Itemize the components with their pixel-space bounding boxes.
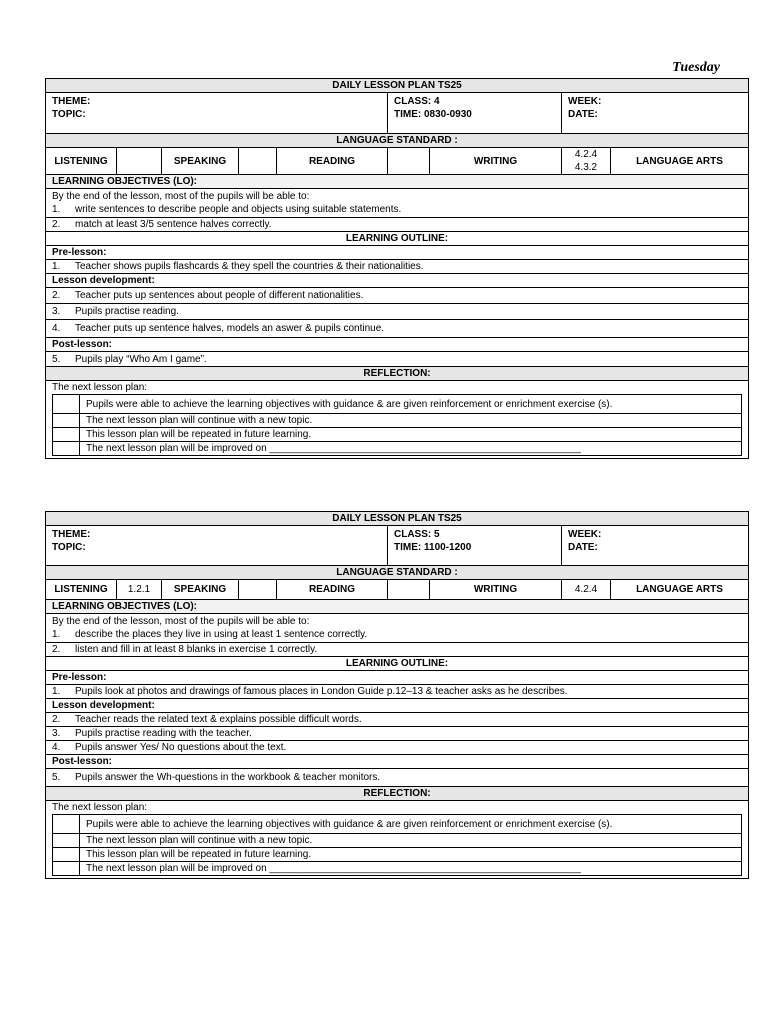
development-label: Lesson development: — [46, 699, 749, 713]
lesson-plan-1 — [45, 78, 748, 459]
class-label: CLASS: 4 — [394, 96, 440, 107]
objectives-cell — [46, 614, 749, 643]
post-lesson-label: Post-lesson: — [46, 338, 749, 352]
speaking-value — [239, 148, 277, 175]
outline-label: LEARNING OUTLINE: — [46, 232, 749, 246]
class-time-cell — [388, 93, 562, 134]
reflection-checkbox[interactable] — [53, 428, 80, 442]
language-arts-label: LANGUAGE ARTS — [611, 580, 749, 600]
theme-label: THEME: — [52, 529, 91, 540]
listening-label: LISTENING — [46, 580, 117, 600]
reflection-checkbox[interactable] — [53, 414, 80, 428]
reflection-checkbox[interactable] — [53, 815, 80, 834]
reflection-option: Pupils were able to achieve the learning objectives with guidance & are given reinforcement or enrichment exercise (s). — [80, 395, 742, 414]
reflection-checkbox[interactable] — [53, 395, 80, 414]
reflection-option: The next lesson plan will continue with a new topic. — [80, 834, 742, 848]
language-standard-label: LANGUAGE STANDARD : — [46, 566, 749, 580]
writing-value-1: 4.2.4 — [574, 149, 598, 160]
listening-value — [117, 148, 162, 175]
objective-item: 1. describe the places they live in using at least 1 sentence correctly. — [52, 629, 368, 640]
topic-label: TOPIC: — [52, 542, 86, 553]
lesson-plan-table — [45, 511, 749, 879]
theme-topic-cell — [46, 93, 388, 134]
reflection-option: The next lesson plan will continue with a new topic. — [80, 414, 742, 428]
week-date-cell — [562, 526, 749, 566]
plan-title: DAILY LESSON PLAN TS25 — [46, 79, 749, 93]
reflection-checkbox[interactable] — [53, 834, 80, 848]
development-item: 3. Pupils practise reading. — [46, 304, 749, 320]
lesson-plan-2 — [45, 511, 748, 879]
theme-topic-cell — [46, 526, 388, 566]
date-label: DATE: — [568, 109, 598, 120]
reflection-label: REFLECTION: — [46, 367, 749, 381]
speaking-label: SPEAKING — [162, 580, 239, 600]
topic-label: TOPIC: — [52, 109, 86, 120]
writing-value-2: 4.3.2 — [574, 162, 598, 173]
pre-lesson-item: 1. Pupils look at photos and drawings of famous places in London Guide p.12–13 & teacher asks as he describes. — [46, 685, 749, 699]
objective-item: 2. listen and fill in at least 8 blanks in exercise 1 correctly. — [46, 643, 749, 657]
reflection-checkbox[interactable] — [53, 862, 80, 876]
week-label: WEEK: — [568, 96, 602, 107]
development-item: 4. Teacher puts up sentence halves, models an aswer & pupils continue. — [46, 320, 749, 338]
pre-lesson-label: Pre-lesson: — [46, 246, 749, 260]
lesson-plan-table — [45, 78, 749, 459]
reflection-options-table — [52, 814, 742, 876]
objective-item: 1. write sentences to describe people and objects using suitable statements. — [52, 204, 402, 215]
development-label: Lesson development: — [46, 274, 749, 288]
week-label: WEEK: — [568, 529, 602, 540]
plan-title: DAILY LESSON PLAN TS25 — [46, 512, 749, 526]
reflection-option: The next lesson plan will be improved on ________________________________________________________ — [80, 862, 742, 876]
language-arts-label: LANGUAGE ARTS — [611, 148, 749, 175]
language-standard-label: LANGUAGE STANDARD : — [46, 134, 749, 148]
objectives-intro: By the end of the lesson, most of the pupils will be able to: — [52, 191, 310, 202]
objectives-label: LEARNING OBJECTIVES (LO): — [46, 175, 749, 189]
listening-value: 1.2.1 — [117, 580, 162, 600]
reflection-label: REFLECTION: — [46, 787, 749, 801]
writing-value — [562, 148, 611, 175]
reflection-option: This lesson plan will be repeated in future learning. — [80, 848, 742, 862]
speaking-value — [239, 580, 277, 600]
development-item: 2. Teacher puts up sentences about people of different nationalities. — [46, 288, 749, 304]
reading-value — [388, 580, 430, 600]
reflection-cell — [46, 801, 749, 879]
reading-label: READING — [277, 148, 388, 175]
date-label: DATE: — [568, 542, 598, 553]
class-time-cell — [388, 526, 562, 566]
theme-label: THEME: — [52, 96, 91, 107]
objective-item: 2. match at least 3/5 sentence halves correctly. — [46, 218, 749, 232]
next-lesson-label: The next lesson plan: — [52, 382, 148, 393]
reflection-options-table — [52, 394, 742, 456]
outline-label: LEARNING OUTLINE: — [46, 657, 749, 671]
post-lesson-label: Post-lesson: — [46, 755, 749, 769]
day-heading: Tuesday — [672, 60, 720, 75]
listening-label: LISTENING — [46, 148, 117, 175]
reading-label: READING — [277, 580, 388, 600]
reflection-checkbox[interactable] — [53, 442, 80, 456]
post-lesson-item: 5. Pupils play “Who Am I game”. — [46, 352, 749, 367]
time-label: TIME: 0830-0930 — [394, 109, 472, 120]
development-item: 4. Pupils answer Yes/ No questions about the text. — [46, 741, 749, 755]
post-lesson-item: 5. Pupils answer the Wh-questions in the workbook & teacher monitors. — [46, 769, 749, 787]
objectives-label: LEARNING OBJECTIVES (LO): — [46, 600, 749, 614]
objectives-cell — [46, 189, 749, 218]
reflection-checkbox[interactable] — [53, 848, 80, 862]
pre-lesson-item: 1. Teacher shows pupils flashcards & they spell the countries & their nationalities. — [46, 260, 749, 274]
writing-label: WRITING — [430, 580, 562, 600]
writing-label: WRITING — [430, 148, 562, 175]
reflection-option: Pupils were able to achieve the learning objectives with guidance & are given reinforcement or enrichment exercise (s). — [80, 815, 742, 834]
time-label: TIME: 1100-1200 — [394, 542, 472, 553]
next-lesson-label: The next lesson plan: — [52, 802, 148, 813]
reflection-option: The next lesson plan will be improved on ________________________________________________________ — [80, 442, 742, 456]
pre-lesson-label: Pre-lesson: — [46, 671, 749, 685]
development-item: 3. Pupils practise reading with the teacher. — [46, 727, 749, 741]
objectives-intro: By the end of the lesson, most of the pupils will be able to: — [52, 616, 310, 627]
reflection-cell — [46, 381, 749, 459]
reflection-option: This lesson plan will be repeated in future learning. — [80, 428, 742, 442]
development-item: 2. Teacher reads the related text & explains possible difficult words. — [46, 713, 749, 727]
reading-value — [388, 148, 430, 175]
week-date-cell — [562, 93, 749, 134]
speaking-label: SPEAKING — [162, 148, 239, 175]
class-label: CLASS: 5 — [394, 529, 440, 540]
writing-value: 4.2.4 — [562, 580, 611, 600]
